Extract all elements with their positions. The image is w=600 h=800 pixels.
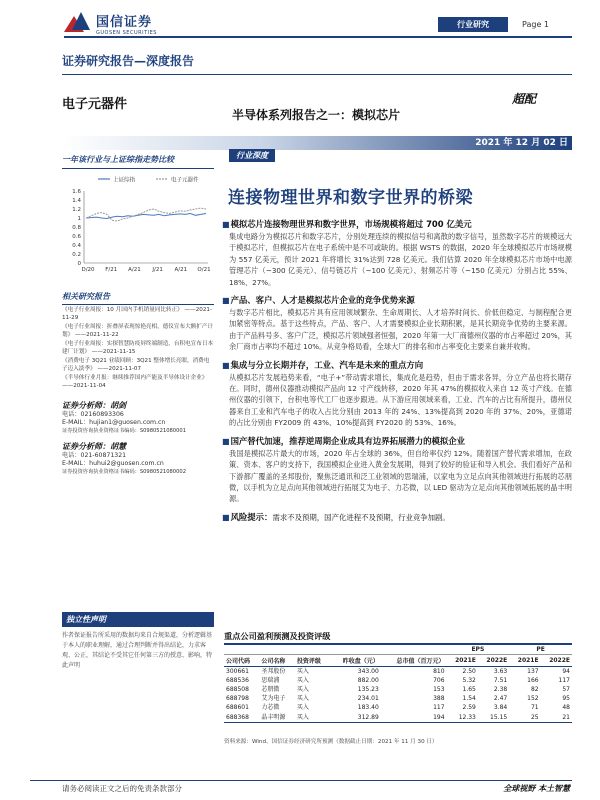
table-cell: 3.63 bbox=[493, 667, 508, 675]
key-point-body: 从模拟芯片发展趋势来看，“电子+”带动需求增长，集成化是趋势，但由于需求各异，分立产品也将长期存在。同时，德州仪器推动模拟产品向 12 寸产线转移，2020 年其 47%的模拟收入来自 12 英寸产线。在德州仪器的引领下，台积电等代工厂也逐步跟进。从下游应用领域来看，工业、汽车的占比有所提升，德州仪器来自工业和汽车电子的收入占比分别由 2013 年的 24%、13%提高到 2020 年的 37%、20%，亚德诺的占比分别由 FY2009 的 43%、10%提高到 FY2020 的 53%、16%。 bbox=[229, 372, 572, 428]
y-tick-label: 0 bbox=[77, 261, 81, 267]
x-tick-label: A/21 bbox=[128, 267, 141, 273]
table-row bbox=[224, 704, 572, 713]
y-tick-label: 1 bbox=[77, 216, 81, 222]
section-tag: 行业深度 bbox=[229, 149, 275, 162]
bullet-icon: ■ bbox=[222, 220, 230, 229]
series-title: 半导体系列报告之一：模拟芯片 bbox=[232, 108, 401, 122]
footer-divider bbox=[30, 780, 572, 781]
bullet-icon: ■ bbox=[222, 436, 230, 446]
bullet-icon: ■ bbox=[222, 296, 230, 306]
y-tick-label: 0.6 bbox=[72, 234, 81, 240]
trend-chart bbox=[62, 169, 214, 279]
x-tick-label: A/21 bbox=[174, 267, 188, 273]
related-report-link[interactable]: 《电子行业周报：折叠屏表现惊艳亮相，德仪宣布大额扩产计划》 ——2021-11-22 bbox=[62, 324, 214, 338]
table-cell: 94 bbox=[562, 667, 570, 675]
table-header-cell: 2021E bbox=[509, 655, 540, 667]
table-row bbox=[224, 713, 572, 723]
key-point bbox=[222, 294, 572, 353]
table-cell: 706 bbox=[433, 676, 445, 684]
bullet-icon: ■ bbox=[222, 360, 230, 370]
y-tick-label: 0.4 bbox=[72, 243, 81, 249]
x-tick-label: O/21 bbox=[197, 267, 211, 273]
table-cell: 300661 bbox=[226, 667, 249, 675]
table-cell: 7.51 bbox=[493, 676, 508, 684]
table-cell: 194 bbox=[381, 713, 447, 723]
related-list bbox=[62, 306, 214, 390]
table-cell: 312.89 bbox=[330, 713, 381, 723]
table-row bbox=[224, 676, 572, 685]
table-cell: 15.15 bbox=[478, 713, 509, 723]
analyst-name: 证券分析师：胡慧 bbox=[62, 442, 126, 451]
y-tick-label: 1.4 bbox=[72, 198, 81, 204]
trend-chart-svg bbox=[62, 169, 214, 279]
header-tag: 行业研究 bbox=[438, 17, 508, 32]
table-header-cell: 昨收盘（元） bbox=[330, 655, 381, 667]
guosen-logo bbox=[64, 10, 157, 36]
analyst-cert: 证券投资咨询执业资格证书编码：S0980521080001 bbox=[62, 428, 187, 434]
key-point-body: 我国是模拟芯片最大的市场，2020 年占全球的 36%，但自给率仅约 12%。随着国产替代需求增加，在政策、资本、客户的支持下，我国模拟企业进入黄金发展期，得到了较好的验证和导入机会。我们看好产品和下游都广覆盖的圣邦股份，聚焦泛通讯和泛工业领域的思瑞浦，以家电为立足点向其他领域进行拓展的芯朋微，以手机为立足点向其他领域进行拓展艾为电子、力芯微，以 LED 驱动为立足点向其他领域拓展的晶丰明源。 bbox=[229, 448, 572, 504]
earnings-table bbox=[224, 643, 572, 723]
x-tick-label: J/21 bbox=[152, 267, 163, 273]
left-sidebar bbox=[62, 150, 214, 476]
table-cell: 买入 bbox=[296, 704, 309, 712]
industry-name: 电子元器件 bbox=[62, 97, 128, 112]
independence-statement bbox=[62, 612, 214, 671]
key-point-heading: 产品、客户、人才是模拟芯片企业的竞争优势来源 bbox=[230, 295, 415, 306]
independence-heading: 独立性声明 bbox=[62, 612, 214, 627]
table-cell: 圣邦股份 bbox=[261, 667, 286, 675]
key-point-heading: 集成与分立长期并存，工业、汽车是未来的重点方向 bbox=[230, 359, 424, 370]
table-header-cell: 2022E bbox=[541, 655, 572, 667]
table-header-cell: 2022E bbox=[478, 655, 509, 667]
related-report-link[interactable]: 《电子行业周报：10 月国内手机销量同比转正》 ——2021-11-29 bbox=[62, 307, 212, 321]
analyst-phone: 电话：02160893306 bbox=[62, 411, 124, 418]
table-cell: 688536 bbox=[226, 676, 249, 684]
table-cell: 234.01 bbox=[357, 695, 379, 703]
x-tick-label: D/20 bbox=[81, 267, 95, 273]
table-header-cell: 投资评级 bbox=[295, 655, 330, 667]
table-body bbox=[224, 667, 572, 723]
x-tick-label: F/21 bbox=[105, 267, 118, 273]
table-cell: 1.65 bbox=[462, 685, 476, 693]
table-row bbox=[224, 695, 572, 704]
table-cell: 买入 bbox=[296, 667, 309, 675]
bullet-icon: ■ bbox=[222, 512, 230, 522]
table-cell: 343.00 bbox=[357, 667, 379, 675]
risk-body: 需求不及预期，国产化进程不及预期，行业竞争加剧。 bbox=[272, 512, 450, 522]
table-cell: 82 bbox=[530, 685, 539, 693]
table-cell: 21 bbox=[541, 713, 572, 723]
table-row bbox=[224, 667, 572, 677]
pe-group-header: PE bbox=[509, 644, 572, 655]
risk-point bbox=[222, 511, 572, 524]
key-point-heading: 模拟芯片连接物理世界和数字世界，市场规模将超过 700 亿美元 bbox=[230, 219, 472, 229]
y-tick-label: 0.2 bbox=[72, 252, 81, 258]
table-cell: 买入 bbox=[296, 676, 309, 684]
table-cell: 135.23 bbox=[357, 685, 379, 693]
analyst-email[interactable]: E-MAIL：hujian1@guosen.com.cn bbox=[62, 419, 166, 426]
guosen-logo-icon bbox=[64, 10, 90, 36]
table-row bbox=[224, 685, 572, 694]
logo-name: 国信证券 bbox=[96, 14, 153, 30]
logo-name-en: GUOSEN SECURITIES bbox=[96, 29, 157, 36]
table-cell: 买入 bbox=[296, 685, 309, 693]
table-cell: 25 bbox=[509, 713, 540, 723]
table-cell: 1.54 bbox=[462, 695, 476, 703]
table-cell: 2.38 bbox=[493, 685, 508, 693]
table-cell: 688508 bbox=[226, 685, 249, 693]
key-point bbox=[222, 359, 572, 429]
table-cell: 2.59 bbox=[462, 704, 476, 712]
header-divider bbox=[64, 36, 572, 38]
table-cell: 137 bbox=[527, 667, 539, 675]
table-title: 重点公司盈利预测及投资评级 bbox=[224, 631, 331, 641]
table-cell: 2.50 bbox=[462, 667, 476, 675]
main-title: 连接物理世界和数字世界的桥梁 bbox=[228, 188, 473, 208]
table-cell: 153 bbox=[433, 685, 445, 693]
independence-body: 作者保证报告所采用的数据均来自合规渠道，分析逻辑基于本人的职业理解，通过合理判断并得出结论，力求客观、公正，其结论不受其它任何第三方的授意、影响，特此声明 bbox=[62, 632, 213, 669]
table-cell: 买入 bbox=[295, 713, 330, 723]
series-line bbox=[86, 214, 206, 219]
y-tick-label: 1.6 bbox=[72, 189, 81, 195]
table-header-cell: 公司名称 bbox=[259, 655, 294, 667]
key-point bbox=[222, 218, 572, 288]
risk-heading: 风险提示： bbox=[230, 511, 273, 522]
table-cell: 688601 bbox=[226, 704, 249, 712]
table-header-cell: 公司代码 bbox=[224, 655, 259, 667]
table-cell: 882.00 bbox=[357, 676, 379, 684]
table-cell: 12.33 bbox=[447, 713, 478, 723]
report-date: 2021 年 12 月 02 日 bbox=[475, 138, 568, 148]
table-cell: 183.40 bbox=[357, 704, 379, 712]
table-cell: 思瑞浦 bbox=[261, 676, 280, 684]
table-cell: 48 bbox=[562, 704, 570, 712]
table-cell: 5.32 bbox=[462, 676, 476, 684]
table-source: 资料来源：Wind、国信证券经济研究所预测（数据截止日期：2021 年 11 月 30 日） bbox=[224, 739, 438, 745]
table-cell: 2.47 bbox=[493, 695, 508, 703]
eps-group-header: EPS bbox=[447, 644, 510, 655]
table-cell: 95 bbox=[562, 695, 570, 703]
y-tick-label: 0.8 bbox=[72, 225, 81, 231]
legend-label: 电子元器件 bbox=[171, 177, 199, 184]
key-point bbox=[222, 435, 572, 505]
analyst-phone: 电话：021-60871321 bbox=[62, 452, 127, 459]
analyst-name: 证券分析师：胡剑 bbox=[62, 401, 126, 410]
footer-slogan: 全球视野 本土智慧 bbox=[503, 784, 570, 793]
table-cell: 688368 bbox=[224, 713, 259, 723]
table-cell: 买入 bbox=[296, 695, 309, 703]
table-cell: 388 bbox=[433, 695, 445, 703]
table-cell: 57 bbox=[562, 685, 570, 693]
related-report-link[interactable]: 《半导体行业月报：继续推荐国内产能及半导体设计企业》 ——2021-11-04 bbox=[62, 375, 208, 389]
table-cell: 71 bbox=[530, 704, 539, 712]
table-cell: 688798 bbox=[226, 695, 249, 703]
table-cell: 152 bbox=[527, 695, 539, 703]
table-cell: 117 bbox=[433, 704, 445, 712]
key-point-heading: 国产替代加速，推荐逆周期企业成具有边界拓展潜力的模拟企业 bbox=[230, 435, 466, 446]
table-header-cell: 总市值（百万元） bbox=[381, 655, 447, 667]
y-tick-label: 1.2 bbox=[72, 207, 81, 213]
table-cell: 力芯微 bbox=[261, 704, 280, 712]
table-cell: 166 bbox=[527, 676, 539, 684]
report-type: 证券研究报告—深度报告 bbox=[62, 54, 195, 68]
report-type-divider bbox=[62, 74, 572, 75]
table-cell: 艾为电子 bbox=[261, 695, 286, 703]
table-cell: 3.84 bbox=[493, 704, 508, 712]
analyst-cert: 证券投资咨询执业资格证书编码：S0980521080002 bbox=[62, 469, 187, 475]
table-cell: 晶丰明源 bbox=[259, 713, 294, 723]
table-header-row bbox=[224, 655, 572, 667]
legend-label: 上证综指 bbox=[113, 177, 136, 184]
table-cell: 117 bbox=[558, 676, 570, 684]
chart-heading: 一年该行业与上证综指走势比较 bbox=[62, 150, 214, 169]
related-heading: 相关研究报告 bbox=[62, 291, 214, 305]
table-header-cell: 2021E bbox=[447, 655, 478, 667]
rating: 超配 bbox=[512, 92, 537, 106]
page-number: Page 1 bbox=[522, 20, 549, 29]
table-cell: 810 bbox=[433, 667, 445, 675]
related-report-link[interactable]: 《消费电子 3Q21 业绩回顾：3Q21 整体增长亮眼，消费电子迈入淡季》 ——2021-11-07 bbox=[62, 358, 210, 372]
footer-disclaimer: 请务必阅读正文之后的免责条款部分 bbox=[62, 784, 182, 793]
main-body bbox=[222, 212, 572, 524]
key-point-body: 集成电路分为模拟芯片和数字芯片，分别处理连续的模拟信号和离散的数字信号，虽然数字芯片的规模远大于模拟芯片，但模拟芯片在电子系统中是不可或缺的。根据 WSTS 的数据，2020 年全球模拟芯片市场规模为 557 亿美元，预计 2021 年将增长 31%达到 728 亿美元。我们估算 2020 年全球模拟芯片市场中电源管理芯片（~300 亿美元）、信号链芯片（~100 亿美元）、射频芯片等（~150 亿美元）分别占比 55%、18%、27%。 bbox=[229, 232, 572, 287]
related-report-link[interactable]: 《电子行业周报：实探智慧防疫屏终端制造，台积电宣布日本建厂计划》 ——2021-11-15 bbox=[62, 341, 214, 355]
table-cell: 芯朋微 bbox=[261, 685, 280, 693]
analyst-email[interactable]: E-MAIL：huhui2@guosen.com.cn bbox=[62, 460, 164, 467]
key-point-body: 与数字芯片相比，模拟芯片具有应用领域繁杂、生命周期长、人才培养时间长、价低但稳定、与制程配合更加紧密等特点。基于这些特点，产品、客户、人才需要模拟企业长期积累，是其长期竞争优势的主要来源。由于产品料号多、客户广泛，模拟芯片领域强者恒强，2020 年第一大厂商德州仪器的市占率超过 20%，其余厂商市占率均不超过 10%。从竞争格局看，全球大厂的排名和市占率变化主要来自兼并收购。 bbox=[229, 308, 572, 352]
